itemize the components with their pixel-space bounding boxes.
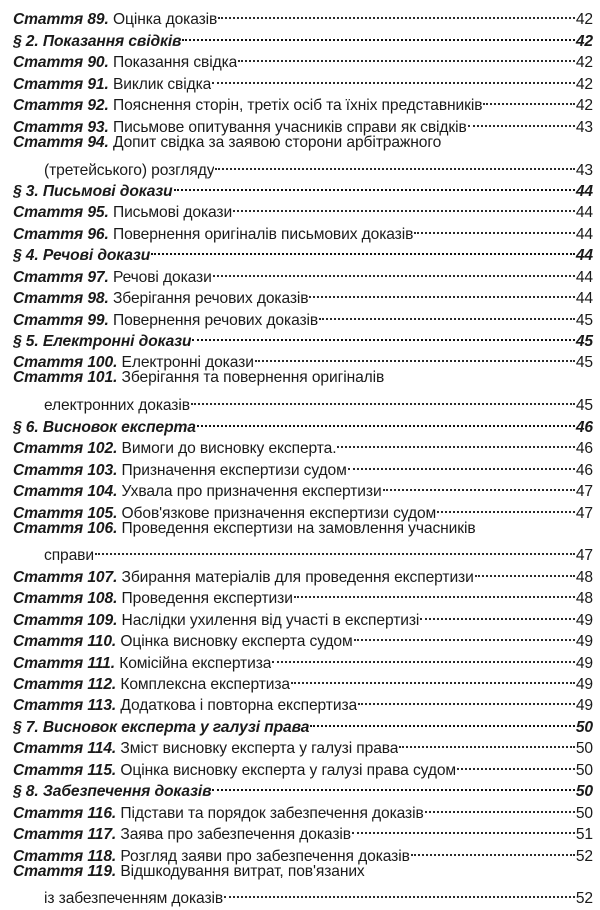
article-title: Оцінка висновку експерта судом — [120, 633, 353, 651]
article-number: Стаття 89. — [13, 11, 109, 29]
article-number: Стаття 100. — [13, 354, 118, 372]
article-title: Ухвала про призначення експертизи — [121, 483, 382, 501]
article-number: Стаття 90. — [13, 54, 109, 72]
dot-leader — [468, 110, 575, 131]
page-number: 42 — [575, 32, 593, 50]
page-number: 47 — [575, 504, 593, 522]
dot-leader — [151, 239, 575, 260]
dot-leader — [197, 410, 575, 431]
section-number: § 8. — [13, 783, 39, 801]
page-number: 44 — [575, 268, 593, 286]
article-title: Зміст висновку експерта у галузі права — [120, 740, 399, 758]
dot-leader — [425, 796, 575, 817]
page-number: 52 — [575, 890, 593, 908]
article-number: Стаття 117. — [13, 826, 117, 844]
dot-leader — [255, 346, 575, 367]
page-number: 44 — [575, 290, 593, 308]
section-number: § 3. — [13, 182, 39, 200]
toc-article-entry — [13, 132, 593, 153]
article-title: Вимоги до висновку експерта. — [121, 440, 337, 458]
article-title: Проведення експертизи на замовлення учасників — [121, 519, 476, 537]
entry-label — [13, 288, 308, 309]
article-number: Стаття 110. — [13, 633, 117, 651]
dot-leader — [215, 153, 574, 174]
entry-label — [13, 481, 382, 502]
article-title-continuation: справи — [44, 547, 94, 565]
article-number: Стаття 97. — [13, 268, 109, 286]
page-number: 50 — [575, 783, 593, 801]
toc-article-entry — [13, 518, 593, 539]
article-number: Стаття 102. — [13, 440, 118, 458]
page-number: 45 — [575, 354, 593, 372]
article-title: Комісійна експертиза — [119, 654, 272, 672]
table-of-contents — [13, 3, 593, 908]
section-title: Забезпечення доказів — [42, 783, 212, 801]
toc-article-entry — [13, 861, 593, 882]
article-number: Стаття 101. — [13, 369, 118, 387]
dot-leader — [291, 668, 575, 689]
dot-leader — [233, 196, 575, 217]
dot-leader — [174, 175, 575, 196]
article-title: Підстави та порядок забезпечення доказів — [120, 804, 424, 822]
page-number: 48 — [575, 590, 593, 608]
article-title: Повернення речових доказів — [112, 311, 319, 329]
dot-leader — [383, 475, 575, 496]
page-number: 45 — [575, 311, 593, 329]
article-title: Речові докази — [112, 268, 212, 286]
article-number: Стаття 118. — [13, 847, 117, 865]
page-number: 42 — [575, 54, 593, 72]
page-number: 50 — [575, 761, 593, 779]
article-number: Стаття 91. — [13, 75, 109, 93]
page-number: 52 — [575, 847, 593, 865]
article-title: Обов'язкове призначення експертизи судом — [121, 504, 437, 522]
entry-label — [13, 781, 211, 802]
entry-label — [13, 417, 196, 438]
dot-leader — [420, 603, 575, 624]
dot-leader — [337, 432, 574, 453]
page-number: 44 — [575, 247, 593, 265]
page-number: 50 — [575, 740, 593, 758]
page-number: 49 — [575, 697, 593, 715]
dot-leader — [399, 732, 574, 753]
article-number: Стаття 105. — [13, 504, 118, 522]
article-title: Збирання матеріалів для проведення експертизи — [121, 568, 474, 586]
dot-leader — [319, 303, 575, 324]
dot-leader — [212, 775, 574, 796]
page-number: 44 — [575, 204, 593, 222]
dot-leader — [348, 453, 575, 474]
article-title: Заява про забезпечення доказів — [120, 826, 351, 844]
section-title: Речові докази — [42, 247, 151, 265]
article-number: Стаття 93. — [13, 118, 109, 136]
page-number: 50 — [575, 718, 593, 736]
page-number: 49 — [575, 676, 593, 693]
article-title: Показання свідка — [112, 54, 238, 72]
article-title: Повернення оригіналів письмових доказів — [112, 225, 414, 243]
page-number: 49 — [575, 611, 593, 629]
article-title: Зберігання та повернення оригіналів — [121, 369, 385, 387]
page-number: 46 — [575, 418, 593, 436]
toc-entry-continuation — [13, 153, 593, 179]
page-number: 48 — [575, 568, 593, 586]
entry-label — [13, 245, 150, 266]
article-title: Електронні докази — [121, 354, 254, 372]
entry-label — [13, 74, 211, 95]
toc-entry-continuation — [13, 539, 593, 565]
article-number: Стаття 99. — [13, 311, 109, 329]
entry-label — [13, 95, 482, 116]
page-number: 46 — [575, 461, 593, 479]
article-title: Письмові докази — [112, 204, 233, 222]
toc-entry-continuation — [13, 882, 593, 908]
entry-label — [13, 181, 173, 202]
dot-leader — [475, 560, 575, 581]
dot-leader — [218, 3, 575, 24]
dot-leader — [358, 689, 575, 710]
dot-leader — [354, 625, 575, 646]
article-number: Стаття 115. — [13, 761, 117, 779]
page-number: 42 — [575, 75, 593, 93]
dot-leader — [95, 539, 575, 560]
dot-leader — [192, 325, 574, 346]
article-number: Стаття 113. — [13, 697, 117, 715]
article-number: Стаття 109. — [13, 611, 118, 629]
article-title: Зберігання речових доказів — [112, 290, 309, 308]
article-title: Виклик свідка — [112, 75, 212, 93]
entry-label — [13, 132, 441, 153]
dot-leader — [191, 389, 575, 410]
page-number: 43 — [575, 118, 593, 136]
page-number: 47 — [575, 483, 593, 501]
dot-leader — [414, 217, 575, 238]
article-number: Стаття 104. — [13, 483, 118, 501]
entry-label — [13, 861, 365, 882]
entry-label — [13, 438, 336, 459]
entry-label — [13, 460, 347, 481]
entry-label — [13, 267, 212, 288]
entry-label — [13, 738, 398, 759]
article-number: Стаття 108. — [13, 590, 118, 608]
entry-label — [13, 331, 191, 352]
section-title: Висновок експерта — [42, 418, 196, 436]
article-title: Письмове опитування учасників справи як свідків — [112, 118, 467, 136]
section-number: § 5. — [13, 333, 39, 350]
article-number: Стаття 111. — [13, 654, 115, 672]
dot-leader — [294, 582, 575, 603]
section-number: § 7. — [13, 718, 39, 736]
section-number: § 4. — [13, 247, 39, 265]
dot-leader — [309, 282, 574, 303]
article-title: Наслідки ухилення від участі в експертизі — [121, 611, 420, 629]
dot-leader — [411, 839, 575, 860]
article-title: Оцінка висновку експерта у галузі права судом — [120, 761, 457, 779]
article-title-continuation: із забезпеченням доказів — [44, 890, 224, 908]
entry-label — [13, 202, 232, 223]
section-number: § 6. — [13, 418, 39, 436]
section-title: Показання свідків — [42, 32, 182, 50]
toc-article-entry — [13, 3, 593, 29]
page-number: 44 — [575, 225, 593, 243]
section-title: Висновок експерта у галузі права — [42, 718, 310, 736]
article-title-continuation: (третейського) розгляду — [44, 161, 215, 179]
dot-leader — [238, 46, 575, 67]
article-title: Відшкодування витрат, пов'язаних — [120, 862, 365, 880]
dot-leader — [483, 89, 574, 110]
entry-label — [13, 717, 309, 738]
article-number: Стаття 96. — [13, 225, 109, 243]
section-number: § 2. — [13, 32, 39, 50]
article-title: Пояснення сторін, третіх осіб та їхніх представників — [112, 97, 483, 115]
dot-leader — [272, 646, 575, 667]
entry-label — [13, 588, 293, 609]
entry-label — [13, 518, 476, 539]
article-number: Стаття 106. — [13, 519, 118, 537]
dot-leader — [182, 24, 574, 45]
page-number: 51 — [575, 826, 593, 844]
entry-label — [13, 674, 290, 695]
section-title: Письмові докази — [42, 182, 173, 200]
dot-leader — [310, 710, 575, 731]
article-title: Допит свідка за заявою сторони арбітражного — [112, 133, 442, 151]
article-title: Розгляд заяви про забезпечення доказів — [120, 847, 410, 865]
article-title: Оцінка доказів — [112, 11, 218, 29]
article-title: Проведення експертизи — [121, 590, 293, 608]
article-number: Стаття 119. — [13, 862, 117, 880]
article-title: Додаткова і повторна експертиза — [120, 697, 358, 715]
article-title: Призначення експертизи судом — [121, 461, 347, 479]
entry-label — [13, 653, 271, 674]
article-number: Стаття 95. — [13, 204, 109, 222]
page-number: 50 — [575, 804, 593, 822]
toc-article-entry — [13, 560, 593, 586]
entry-label — [13, 31, 181, 52]
dot-leader — [437, 496, 575, 517]
article-number: Стаття 103. — [13, 461, 118, 479]
page-number: 45 — [575, 397, 593, 415]
article-number: Стаття 94. — [13, 133, 109, 151]
page-number: 49 — [575, 654, 593, 672]
dot-leader — [352, 818, 575, 839]
entry-label — [13, 824, 351, 845]
article-number: Стаття 112. — [13, 676, 117, 693]
page-number: 42 — [575, 97, 593, 115]
article-title: Комплексна експертиза — [120, 676, 290, 693]
dot-leader — [224, 882, 575, 903]
page-number: 45 — [575, 333, 593, 350]
page-number: 49 — [575, 633, 593, 651]
entry-label — [13, 52, 237, 73]
dot-leader — [457, 753, 575, 774]
article-title-continuation: електронних доказів — [44, 397, 190, 415]
toc-article-entry — [13, 367, 593, 388]
article-number: Стаття 92. — [13, 97, 109, 115]
article-number: Стаття 107. — [13, 568, 118, 586]
article-number: Стаття 114. — [13, 740, 117, 758]
article-number: Стаття 116. — [13, 804, 117, 822]
section-title: Електронні докази — [42, 333, 192, 350]
article-number: Стаття 98. — [13, 290, 109, 308]
entry-label — [13, 367, 384, 388]
toc-entry-continuation — [13, 389, 593, 415]
page-number: 44 — [575, 182, 593, 200]
page-number: 43 — [575, 161, 593, 179]
page-number: 42 — [575, 11, 593, 29]
entry-label — [13, 695, 357, 716]
page-number: 47 — [575, 547, 593, 565]
dot-leader — [213, 260, 575, 281]
dot-leader — [212, 67, 575, 88]
page-number: 46 — [575, 440, 593, 458]
